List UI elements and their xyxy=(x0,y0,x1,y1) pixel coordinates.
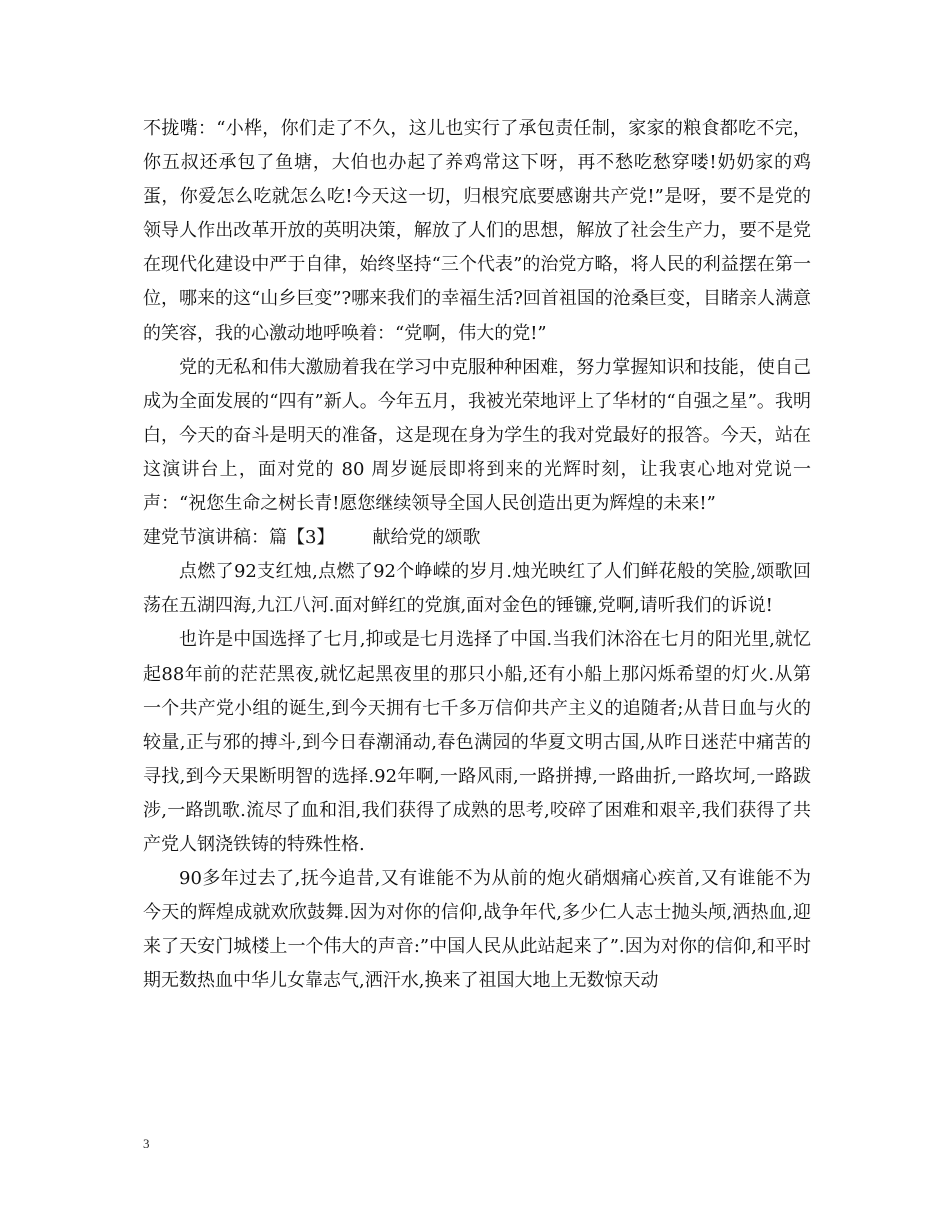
paragraph-5: 90多年过去了,抚今追昔,又有谁能不为从前的炮火硝烟痛心疾首,又有谁能不为今天的辉煌成就欢欣鼓舞.因为对你的信仰,战争年代,多少仁人志士抛头颅,洒热血,迎来了天安门城楼上一个伟大的声音:”中国人民从此站起来了”.因为对你的信仰,和平时期无数热血中华儿女靠志气,洒汗水,换来了祖国大地上无数惊天动 xyxy=(143,868,811,992)
paragraph-4: 也许是中国选择了七月,抑或是七月选择了中国.当我们沐浴在七月的阳光里,就忆起88年前的茫茫黑夜,就忆起黑夜里的那只小船,还有小船上那闪烁希望的灯火.从第一个共产党小组的诞生,到今天拥有七千多万信仰共产主义的追随者;从昔日血与火的较量,正与邪的搏斗,到今日春潮涌动,春色满园的华夏文明古国,从昨日迷茫中痛苦的寻找,到今天果断明智的选择.92年啊,一路风雨,一路拼搏,一路曲折,一路坎坷,一路跋涉,一路凯歌.流尽了血和泪,我们获得了成熟的思考,咬碎了困难和艰辛,我们获得了共产党人钢浇铁铸的特殊性格. xyxy=(143,629,811,855)
section-label: 建党节演讲稿：篇【3】 xyxy=(143,527,335,549)
section-title: 献给党的颂歌 xyxy=(372,527,481,549)
document-page xyxy=(143,112,811,998)
paragraph-1: 不拢嘴：“小桦，你们走了不久，这儿也实行了承包责任制，家家的粮食都吃不完，你五叔还承包了鱼塘，大伯也办起了养鸡常这下呀，再不愁吃愁穿喽!奶奶家的鸡蛋，你爱怎么吃就怎么吃!今天这一切，归根究底要感谢共产党!”是呀，要不是党的领导人作出改革开放的英明决策，解放了人们的思想，解放了社会生产力，要不是党在现代化建设中严于自律，始终坚持“三个代表”的治党方略，将人民的利益摆在第一位，哪来的这“山乡巨变”?哪来我们的幸福生活?回首祖国的沧桑巨变，目睹亲人满意的笑容，我的心激动地呼唤着：“党啊，伟大的党!” xyxy=(143,118,811,344)
paragraph-3: 点燃了92支红烛,点燃了92个峥嵘的岁月.烛光映红了人们鲜花般的笑脸,颂歌回荡在五湖四海,九江八河.面对鲜红的党旗,面对金色的锤镰,党啊,请听我们的诉说! xyxy=(143,561,811,617)
section-heading xyxy=(143,521,811,555)
paragraph-2: 党的无私和伟大激励着我在学习中克服种种困难，努力掌握知识和技能，使自己成为全面发展的“四有”新人。今年五月，我被光荣地评上了华材的“自强之星”。我明白，今天的奋斗是明天的准备，这是现在身为学生的我对党最好的报答。今天，站在这演讲台上，面对党的 80 周岁诞辰即将到来的光辉时刻，让我衷心地对党说一声：“祝您生命之树长青!愿您继续领导全国人民创造出更为辉煌的未来!” xyxy=(143,356,811,515)
page-number: 3 xyxy=(143,1136,150,1151)
